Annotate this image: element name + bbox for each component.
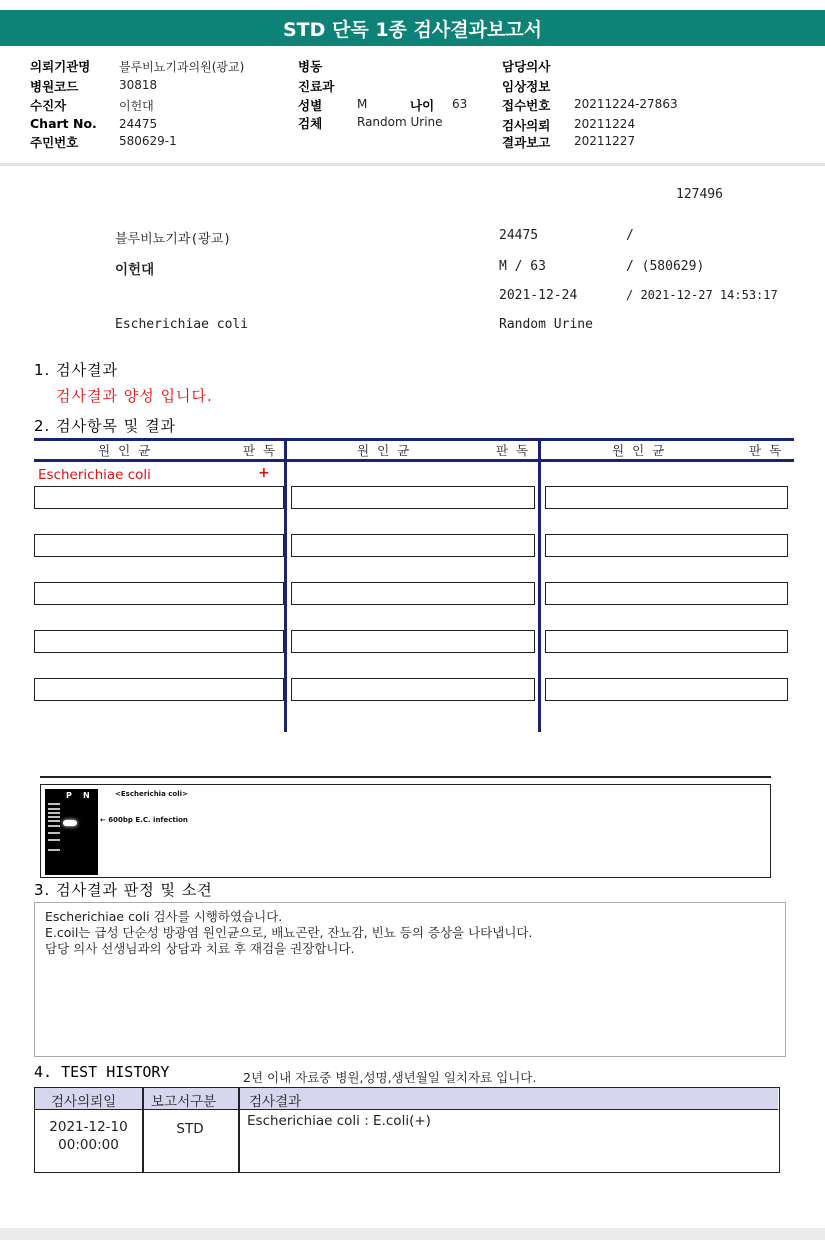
chart-label: Chart No. [30, 116, 97, 131]
gel-top-rule [40, 776, 771, 778]
result-cell [291, 678, 535, 701]
result-cell [291, 486, 535, 509]
receipt-label: 접수번호 [502, 98, 551, 113]
summary-birth: / (580629) [626, 259, 705, 274]
result-cell [545, 630, 788, 653]
receipt-value: 20211224-27863 [574, 97, 678, 111]
resident-label: 주민번호 [30, 135, 79, 150]
history-header-row [35, 1088, 778, 1110]
gel-lane-p: P [66, 791, 72, 800]
col-pathogen-3: 원인균 [612, 443, 673, 458]
section1-title: 1. 검사결과 [34, 361, 119, 379]
table-divider-2 [538, 438, 541, 732]
history-header-type: 보고서구분 [151, 1094, 217, 1110]
report-title: STD 단독 1종 검사결과보고서 [0, 10, 825, 46]
specimen-label: 검체 [298, 116, 323, 131]
section3-title: 3. 검사결과 판정 및 소견 [34, 881, 213, 899]
result-cell [34, 582, 284, 605]
opinion-line: 담당 의사 선생님과의 상담과 치료 후 재검을 권장합니다. [45, 941, 355, 956]
history-header-result: 검사결과 [249, 1094, 302, 1110]
gel-electrophoresis-image [45, 789, 98, 875]
result-cell [545, 486, 788, 509]
history-table [34, 1087, 780, 1173]
pathogen-ecoli-result: + [258, 465, 270, 481]
summary-date-report: / 2021-12-27 14:53:17 [626, 288, 778, 302]
dept-label: 진료과 [298, 79, 335, 94]
history-type: STD [176, 1121, 204, 1137]
gel-image-panel [40, 784, 771, 878]
ladder-band [48, 849, 60, 851]
history-result: Escherichiae coli : E.coli(+) [247, 1113, 431, 1129]
history-date: 2021-12-10 [49, 1119, 128, 1135]
summary-date-request: 2021-12-24 [499, 288, 578, 303]
summary-organism: Escherichiae coli [115, 317, 249, 332]
result-cell [545, 534, 788, 557]
ladder-band [48, 808, 60, 810]
summary-chart: 24475 [499, 228, 539, 243]
ladder-band [48, 832, 60, 834]
gel-lane-n: N [83, 791, 90, 800]
institution-value: 블루비뇨기과의원(광교) [119, 60, 245, 74]
ward-label: 병동 [298, 59, 323, 74]
section4-title: 4. TEST HISTORY [34, 1063, 170, 1081]
report-date-value: 20211227 [574, 134, 636, 148]
result-cell [34, 486, 284, 509]
result-cell [291, 582, 535, 605]
bottom-bar [0, 1228, 825, 1240]
ladder-band [48, 820, 60, 822]
history-divider [238, 1088, 240, 1172]
ladder-band [48, 803, 60, 805]
doctor-label: 담당의사 [502, 59, 551, 74]
col-judgement-2: 판독 [496, 443, 537, 458]
result-cell [34, 678, 284, 701]
result-cell [34, 630, 284, 653]
request-value: 20211224 [574, 117, 636, 131]
ladder-band [48, 812, 60, 814]
sex-label: 성별 [298, 98, 323, 113]
institution-label: 의뢰기관명 [30, 59, 91, 74]
ladder-band [48, 825, 60, 827]
age-value: 63 [452, 97, 468, 111]
clinical-label: 임상정보 [502, 79, 551, 94]
positive-result-text: 검사결과 양성 입니다. [56, 387, 213, 405]
report-id: 127496 [676, 187, 723, 202]
ladder-band [48, 839, 60, 841]
summary-clinic: 블루비뇨기과(광교) [115, 232, 232, 247]
result-cell [34, 534, 284, 557]
table-header-line [34, 459, 794, 462]
report-date-label: 결과보고 [502, 135, 551, 150]
history-header-date: 검사의뢰일 [51, 1094, 117, 1110]
summary-name: 이헌대 [115, 262, 155, 278]
summary-slash: / [626, 228, 634, 243]
section2-title: 2. 검사항목 및 결과 [34, 417, 177, 435]
opinion-line: E.coil는 급성 단순성 방광염 원인균으로, 배뇨곤란, 잔뇨감, 빈뇨 등의 증상을 나타냅니다. [45, 925, 533, 940]
hospital-code-value: 30818 [119, 78, 158, 92]
sex-value: M [357, 97, 368, 111]
request-label: 검사의뢰 [502, 118, 551, 133]
pathogen-ecoli: Escherichiae coli [38, 467, 151, 483]
gel-band-note: ← 600bp E.C. infection [100, 816, 188, 824]
ladder-band [48, 816, 60, 818]
patient-value: 이헌대 [119, 99, 154, 113]
resident-value: 580629-1 [119, 134, 177, 148]
result-cell [291, 534, 535, 557]
gel-caption: <Escherichia coli> [115, 790, 188, 798]
summary-sex-age: M / 63 [499, 259, 546, 274]
col-judgement-1: 판독 [243, 443, 284, 458]
age-label: 나이 [410, 98, 435, 113]
col-pathogen-1: 원인균 [98, 443, 159, 458]
opinion-box [34, 902, 786, 1057]
col-pathogen-2: 원인균 [357, 443, 418, 458]
table-divider-1 [284, 438, 287, 732]
result-cell [291, 630, 535, 653]
chart-value: 24475 [119, 117, 158, 131]
patient-info-panel [0, 50, 825, 166]
history-note: 2년 이내 자료중 병원,성명,생년월일 일치자료 입니다. [243, 1070, 537, 1085]
specimen-value: Random Urine [357, 115, 443, 129]
history-time: 00:00:00 [58, 1137, 119, 1153]
col-judgement-3: 판독 [749, 443, 790, 458]
positive-band [63, 820, 77, 826]
patient-label: 수진자 [30, 98, 67, 113]
result-cell [545, 582, 788, 605]
opinion-line: Escherichiae coli 검사를 시행하였습니다. [45, 909, 283, 924]
hospital-code-label: 병원코드 [30, 79, 79, 94]
result-cell [545, 678, 788, 701]
summary-specimen: Random Urine [499, 317, 593, 332]
history-date-cell [35, 1118, 142, 1154]
